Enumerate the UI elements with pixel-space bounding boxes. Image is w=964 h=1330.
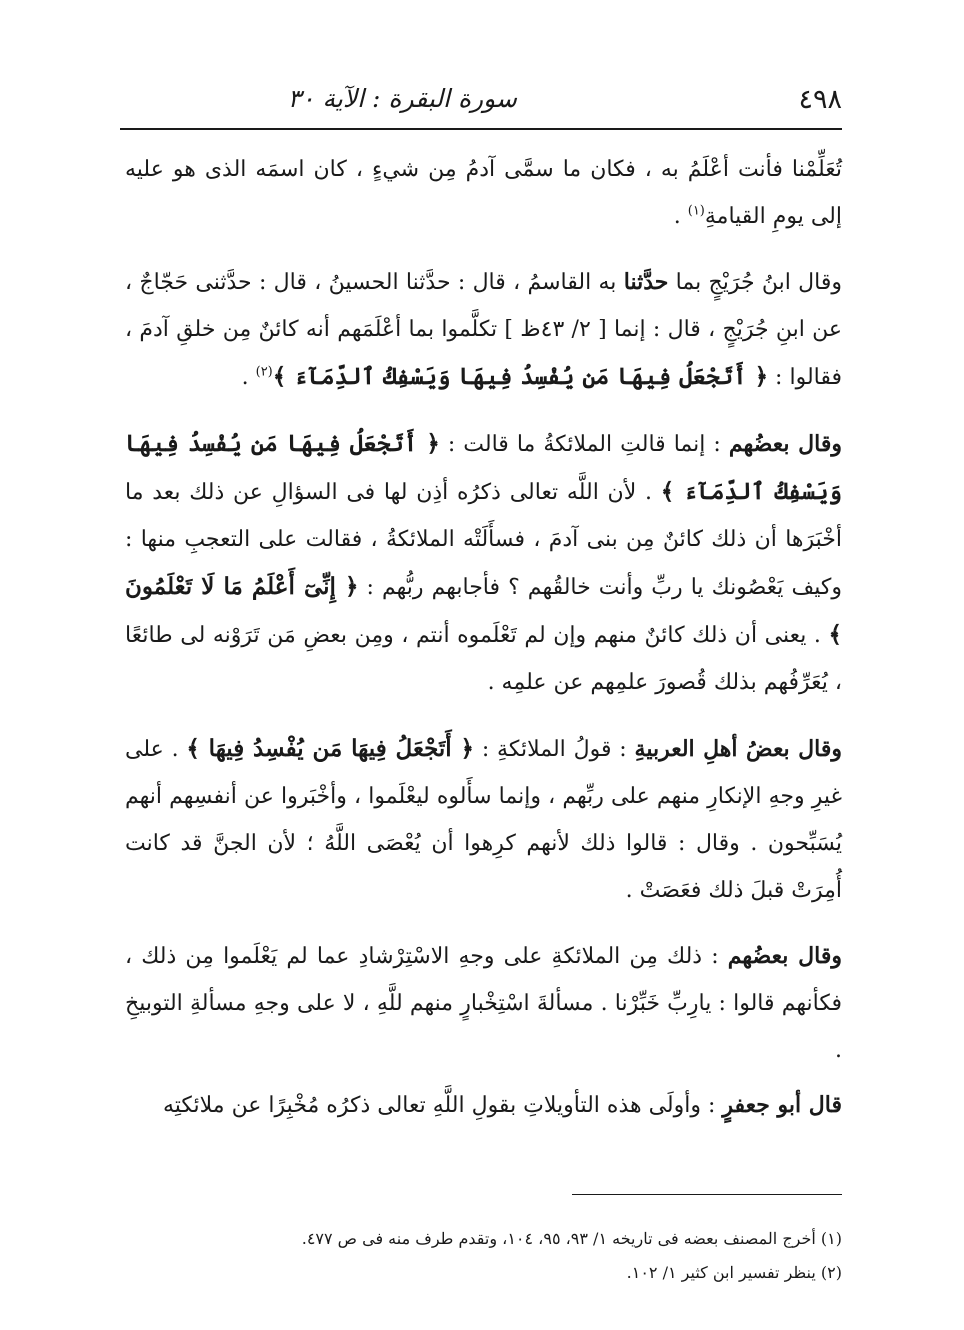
paragraph-text: وقال ابنُ جُرَيْجٍ بما [668, 270, 842, 295]
paragraph-tail: . [241, 365, 256, 390]
footnote-ref: (١) [687, 203, 705, 219]
paragraph-text: . يعنى أن ذلك كائنٌ منهم وإن لم تَعْلَموه أنتم ، ومِن بعضِ مَن تَرَوْنه لى طائعًا ، يُعَرِّفُهم بذلك قُصورَ علمِهم عن علمِه . [125, 623, 842, 695]
quran-quote: ﴿ أَتَجْعَلُ فِيهَا مَن يُفْسِدُ فِيهَا وَيَسْفِكُ ٱلدِّمَآءَ ﴾ [125, 430, 842, 505]
paragraph-2 [125, 259, 842, 401]
paragraph-lead: وقال بعضُهم [728, 431, 842, 457]
quran-quote: ﴿ أَتَجْعَلُ فِيهَا مَن يُفْسِدُ فِيهَا ﴾ [186, 735, 475, 762]
paragraph-1 [125, 146, 842, 240]
main-text [125, 146, 842, 1129]
page-number: ٤٩٨ [798, 84, 842, 115]
header-divider [120, 128, 842, 130]
paragraph-5 [125, 933, 842, 1074]
paragraph-text: . لأن اللَّه تعالى ذكرُه أذِن لها فى السؤالِ عن ذلك بعد ما أخْبَرَها أن ذلك كائنٌ مِن بنى آدمَ ، فسأَلَتْه الملائكةُ ، فقالت على التعجبِ منها : وكيف يَعْصُونك يا ربِّ وأنت خالقُهم ؟ فأجابهم ربُّهم : [125, 480, 842, 600]
paragraph-text: : ذلك مِن الملائكةِ على وجهِ الاسْتِرْشادِ عما لم يَعْلَموا مِن ذلك ، فكأنهم قالوا : يارِبِّ خَبِّرْنا . مسألةَ اسْتِخْبارٍ منهم للَّهِ ، لا على وجهِ مسألةِ التوبيخِ . [125, 944, 842, 1063]
bold-word: حدَّثنا [623, 269, 669, 295]
paragraph-tail: . [673, 204, 688, 229]
paragraph-text: : قولُ الملائكةِ : [474, 737, 635, 762]
footnote-2: (٢) ينظر تفسير ابن كثير ١/ ١٠٢. [626, 1263, 842, 1282]
paragraph-6 [125, 1082, 842, 1129]
running-title: سورة البقرة : الآية ٣٠ [287, 84, 517, 113]
paragraph-text: : وأولَى هذه التأويلاتِ بقولِ اللَّهِ تعالى ذكرُه مُخْبِرًا عن ملائكتِه [162, 1093, 723, 1118]
quran-quote: ﴿ أَتَجْعَلُ فِيهَا مَن يُفْسِدُ فِيهَا وَيَسْفِكُ ٱلدِّمَآءَ ﴾ [272, 363, 769, 390]
paragraph-lead: وقال بعضُ أهلِ العربيةِ [634, 736, 842, 762]
paragraph-text: تُعَلِّمْنا فأنت أعْلَمُ به ، فكان ما سمَّى آدمُ مِن شيءٍ ، كان اسمَه الذى هو عليه إلى يومِ القيامةِ [125, 157, 842, 229]
paragraph-3 [125, 420, 842, 706]
paragraph-lead: وقال بعضُهم [727, 943, 842, 969]
paragraph-text: به القاسمُ ، قال : حدَّثنا الحسينُ ، قال : حدَّثنى حَجّاجٌ ، عن ابنِ جُرَيْجٍ ، قال : إنما [ ٢/ ٤٣ظ ] تكلَّموا بما أعْلَمَهم أنه كائنٌ مِن خلقِ آدمَ ، فقالوا : [125, 270, 842, 390]
paragraph-text: . على غيرِ وجهِ الإنكارِ منهم على ربِّهم ، وإنما سأَلوه ليعْلَموا ، وأخْبَروا عن أنفسِهم أنهم يُسَبِّحون . وقال : قالوا ذلك لأنهم كرِهوا أن يُعْصَى اللَّهُ ؛ لأن الجنَّ قد كانت أُمِرَتْ قبلَ ذلك فعَصَتْ . [125, 737, 842, 903]
footnotes [125, 1222, 842, 1290]
paragraph-text: : إنما قالتِ الملائكةُ ما قالت : [439, 432, 729, 457]
footnote-1: (١) أخرج المصنف بعضه فى تاريخه ١/ ٩٣، ٩٥، ١٠٤، وتقدم طرف منه فى ص ٤٧٧. [301, 1229, 842, 1248]
footnote-ref: (٢) [255, 364, 273, 380]
paragraph-lead: قال أبو جعفرٍ [722, 1092, 842, 1118]
paragraph-4 [125, 725, 842, 914]
footnote-divider [572, 1194, 842, 1195]
page-header [120, 84, 842, 118]
quran-quote: ﴿ إِنِّىٓ أَعْلَمُ مَا لَا تَعْلَمُونَ ﴾ [125, 573, 842, 648]
